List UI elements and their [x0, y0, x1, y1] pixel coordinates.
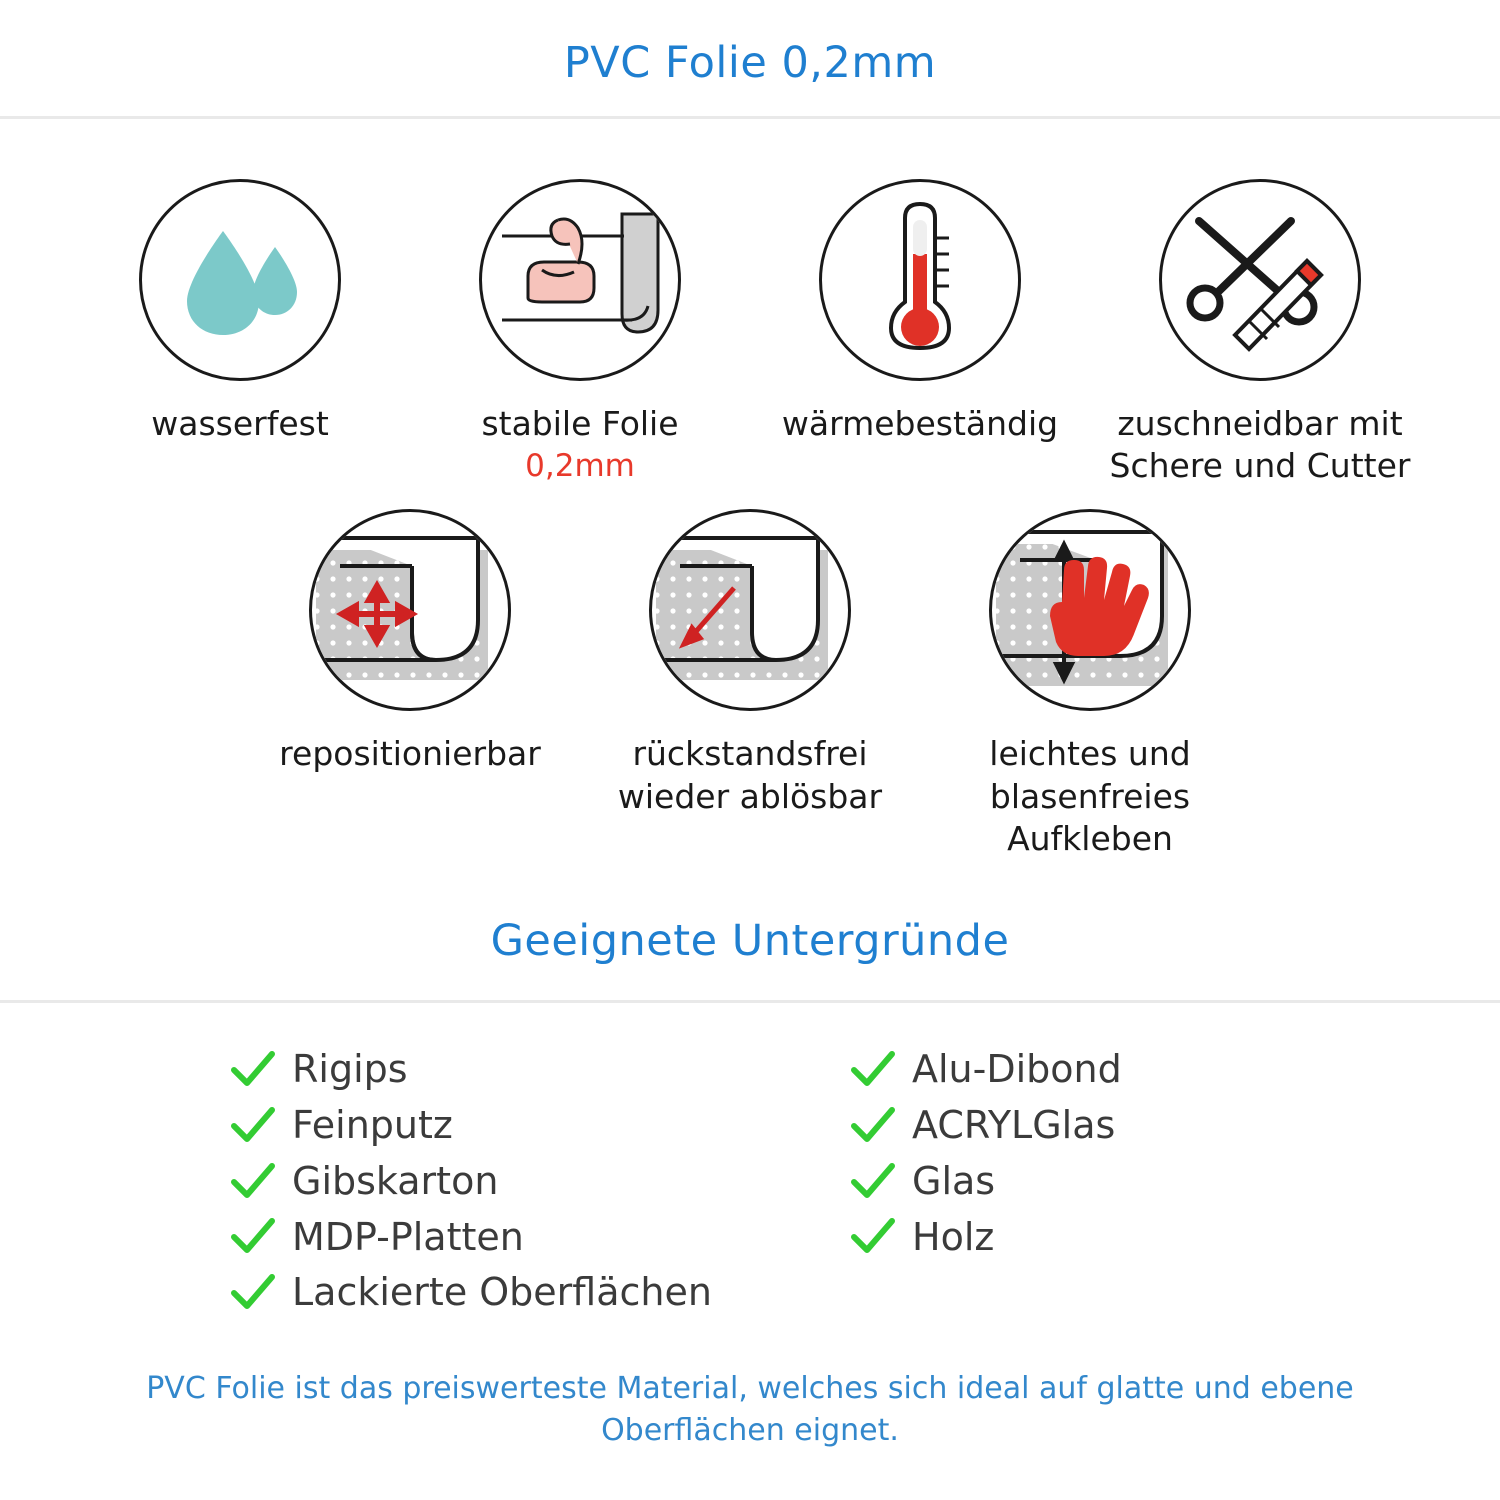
list-item-label: Glas [912, 1158, 996, 1203]
thermometer-icon [865, 198, 975, 362]
list-item-label: Rigips [292, 1047, 408, 1092]
list-item [230, 1102, 750, 1147]
list-item [230, 1049, 750, 1091]
list-item [850, 1158, 1270, 1203]
page-title: PVC Folie 0,2mm [563, 38, 937, 88]
feature-label-text: repositionierbar [279, 734, 541, 774]
list-item-label: ACRYLGlas [912, 1102, 1116, 1147]
feature-blasenfreies-aufkleben [920, 509, 1260, 860]
feature-label-text: wasserfest [151, 404, 329, 443]
list-item [230, 1214, 750, 1259]
substrate-list-left [230, 1049, 750, 1328]
feature-row-one [0, 119, 1500, 487]
list-item [850, 1214, 1270, 1259]
substrate-list-right [750, 1049, 1270, 1328]
list-item [850, 1102, 1270, 1147]
check-icon [230, 1050, 276, 1090]
feature-icon-circle [1159, 179, 1361, 381]
feature-label [925, 733, 1255, 860]
feature-waermebestaendig [750, 179, 1090, 487]
feature-icon-circle [479, 179, 681, 381]
check-icon [230, 1217, 276, 1257]
check-icon [850, 1106, 896, 1146]
feature-label [481, 403, 678, 487]
feature-rueckstandsfrei [580, 509, 920, 860]
feature-icon-circle [649, 509, 851, 711]
peel-off-arrow-icon [652, 510, 848, 710]
feature-label-text: stabile Folie [481, 404, 679, 443]
feature-icon-circle [819, 179, 1021, 381]
feature-label-text: zuschneidbar mit Schere und Cutter [1109, 404, 1411, 486]
feature-zuschneidbar [1090, 179, 1430, 487]
feature-stabile-folie [410, 179, 750, 487]
footnote-text: PVC Folie ist das preiswerteste Material, welches sich ideal auf glatte und ebene Oberflächen eignet. [146, 1371, 1354, 1449]
feature-label [1095, 403, 1425, 487]
feature-icon-circle [989, 509, 1191, 711]
list-item-label: Holz [912, 1214, 995, 1259]
check-icon [850, 1162, 896, 1202]
hand-smoothing-icon [992, 510, 1188, 710]
feature-label [151, 403, 329, 445]
feature-label [782, 403, 1058, 445]
reposition-arrows-icon [312, 510, 508, 710]
feature-label-text: wärmebeständig [781, 404, 1059, 443]
check-icon [850, 1217, 896, 1257]
feature-label-sub: 0,2mm [525, 448, 635, 485]
list-item [230, 1272, 750, 1314]
list-item [850, 1049, 1270, 1091]
list-item-label: Lackierte Oberflächen [292, 1270, 712, 1315]
substrate-lists [0, 1003, 1500, 1328]
feature-icon-circle [309, 509, 511, 711]
check-icon [230, 1273, 276, 1313]
scissors-cutter-icon [1175, 203, 1345, 357]
list-item-label: MDP-Platten [292, 1214, 524, 1259]
substrates-title: Geeignete Untergründe [490, 916, 1010, 967]
feature-label [585, 733, 915, 817]
water-drops-icon [165, 213, 315, 347]
check-icon [230, 1162, 276, 1202]
strong-arm-foil-icon [482, 180, 678, 380]
list-item [230, 1158, 750, 1203]
list-item-label: Alu-Dibond [912, 1047, 1122, 1092]
list-item-label: Gibskarton [292, 1158, 499, 1203]
feature-icon-circle [139, 179, 341, 381]
feature-label-text: rückstandsfrei wieder ablösbar [617, 734, 883, 816]
feature-label [279, 733, 541, 775]
check-icon [850, 1050, 896, 1090]
check-icon [230, 1106, 276, 1146]
feature-label-text: leichtes und blasenfreies Aufkleben [989, 734, 1191, 858]
feature-wasserfest [70, 179, 410, 487]
feature-repositionierbar [240, 509, 580, 860]
list-item-label: Feinputz [292, 1102, 453, 1147]
feature-row-two [0, 487, 1500, 860]
